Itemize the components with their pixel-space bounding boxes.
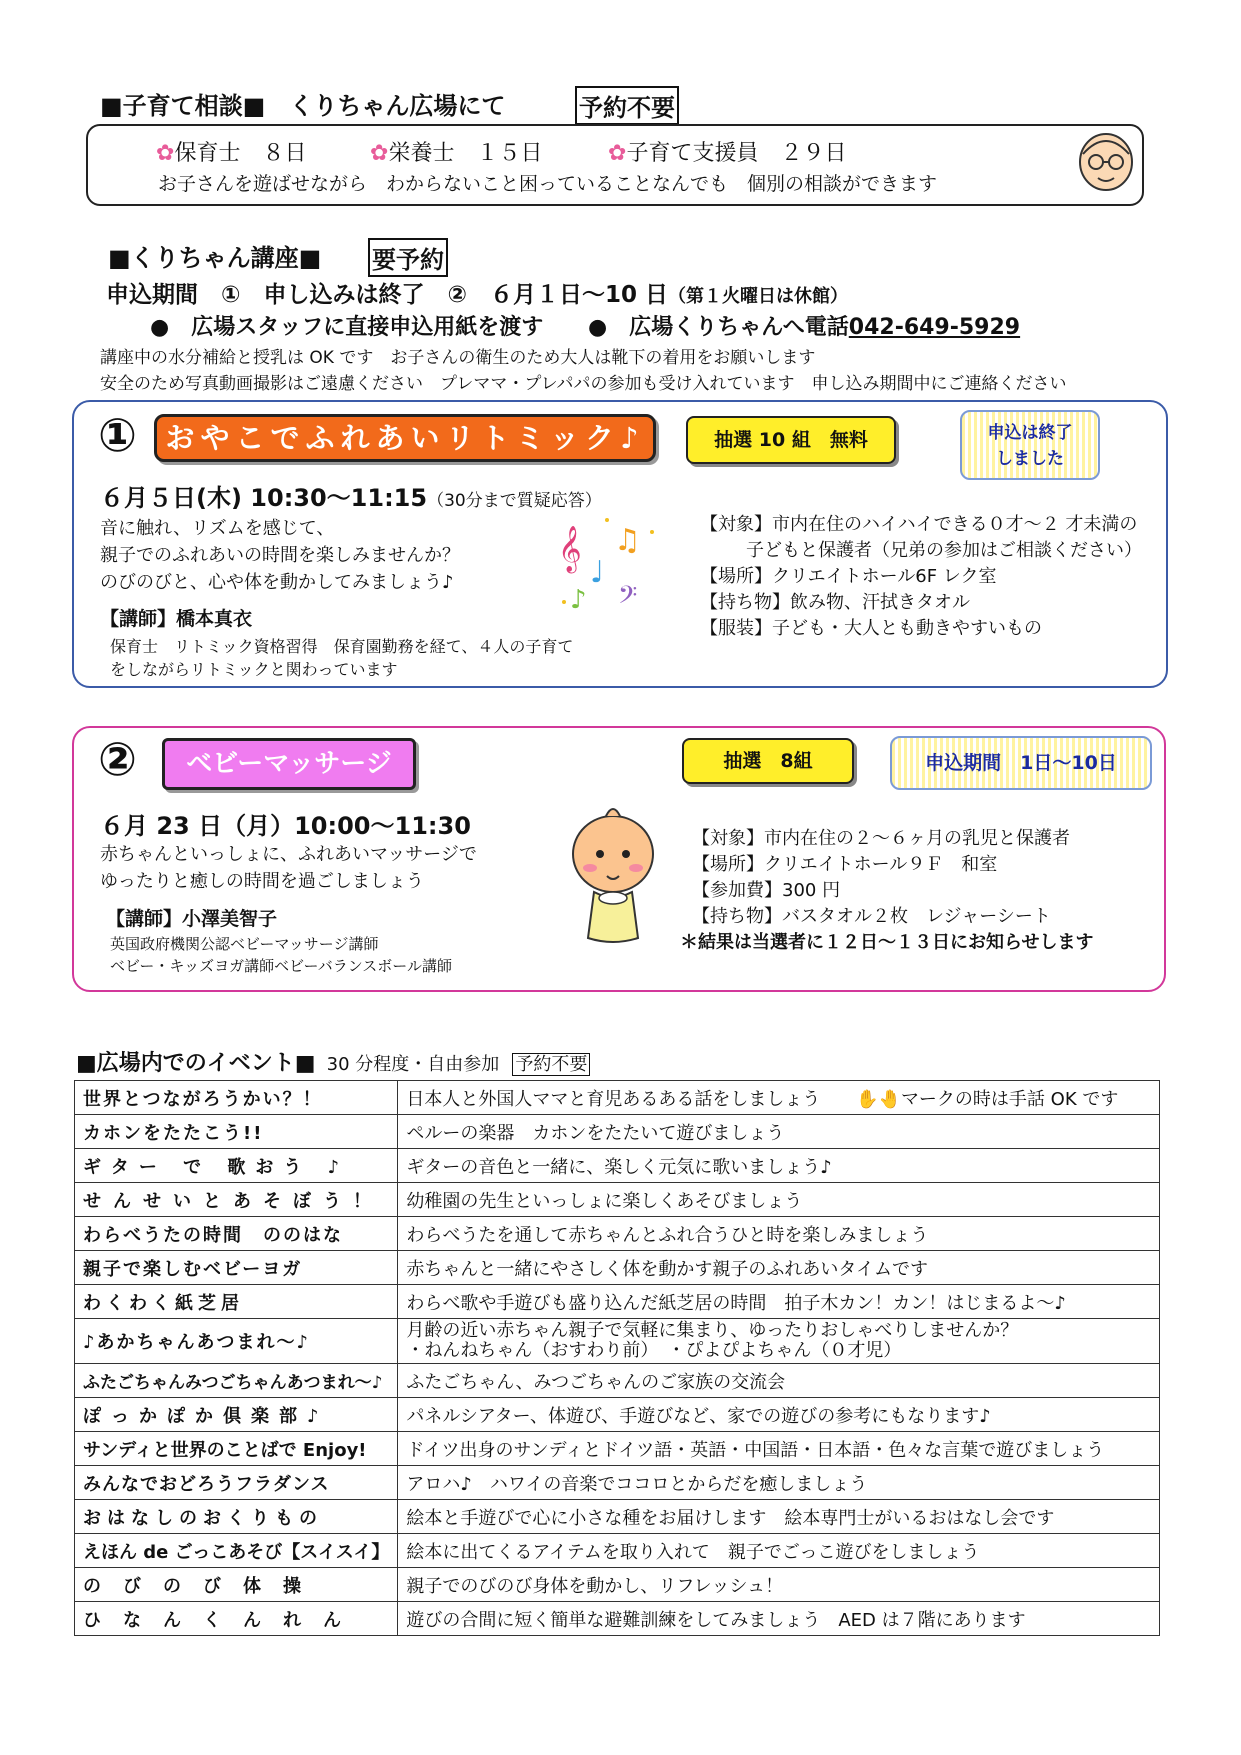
course-1-panel <box>72 400 1168 688</box>
event-name: サンディと世界のことばで Enjoy! <box>75 1432 398 1466</box>
course-2-fee: 【参加費】300 円 <box>692 880 841 901</box>
course-2-period-badge: 申込期間 1日～10日 <box>890 736 1152 790</box>
table-row <box>75 1466 1160 1500</box>
course-2-instructor: 【講師】小澤美智子 <box>106 908 278 930</box>
course-1-clothes: 【服装】子ども・大人とも動きやすいもの <box>700 618 1042 639</box>
course-2-bring: 【持ち物】バスタオル２枚 レジャーシート <box>692 906 1051 927</box>
event-name: わらべうたの時間 ののはな <box>75 1217 398 1251</box>
consult-box <box>86 124 1144 206</box>
event-desc: ギターの音色と一緒に、楽しく元気に歌いましょう♪ <box>398 1149 1160 1183</box>
consult-item-support: ✿子育て支援員 ２９日 <box>608 141 847 166</box>
table-row <box>75 1319 1160 1364</box>
event-desc: 遊びの合間に短く簡単な避難訓練をしてみましょう AED は７階にあります <box>398 1602 1160 1636</box>
table-row <box>75 1149 1160 1183</box>
course-2-target: 【対象】市内在住の２～６ヶ月の乳児と保護者 <box>692 828 1070 849</box>
event-desc: 幼稚園の先生といっしょに楽しくあそびましょう <box>398 1183 1160 1217</box>
course-2-title: ベビーマッサージ <box>162 738 416 790</box>
consult-heading-text: ■子育て相談■ くりちゃん広場にて <box>100 92 506 120</box>
event-desc: 月齢の近い赤ちゃん親子で気軽に集まり、ゆったりおしゃべりしませんか？ ・ねんねちゃん（おすわり前） ・ぴよぴよちゃん（０才児） <box>398 1319 1160 1364</box>
course-2-desc-2: ゆったりと癒しの時間を過ごしましょう <box>100 871 424 892</box>
phone-number[interactable]: 042-649-5929 <box>848 315 1021 340</box>
counselor-face-icon <box>1073 128 1139 200</box>
course-2-bio-1: 英国政府機関公認ベビーマッサージ講師 <box>110 935 379 953</box>
table-row <box>75 1398 1160 1432</box>
event-desc: 絵本と手遊びで心に小さな種をお届けします 絵本専門士がいるおはなし会です <box>398 1500 1160 1534</box>
course-1-date: ６月５日(木) 10:30～11:15（30分まで質疑応答） <box>100 484 602 512</box>
event-desc: 赤ちゃんと一緒にやさしく体を動かす親子のふれあいタイムです <box>398 1251 1160 1285</box>
flower-icon: ✿ <box>156 141 175 166</box>
course-method-2: ● 広場くりちゃんへ電話042-649-5929 <box>588 315 1021 340</box>
course-1-title: おやこでふれあいリトミック♪ <box>154 414 656 462</box>
event-name: ♪あかちゃんあつまれ～♪ <box>75 1319 398 1364</box>
course-2-number: ② <box>98 732 137 786</box>
course-2-lottery-badge: 抽選 8組 <box>682 738 854 784</box>
event-name: せんせいとあそぼう！ <box>75 1183 398 1217</box>
course-2-panel <box>72 726 1166 992</box>
event-desc: ペルーの楽器 カホンをたたいて遊びましょう <box>398 1115 1160 1149</box>
events-heading: ■広場内でのイベント■ 30 分程度・自由参加 予約不要 <box>76 1046 590 1077</box>
course-1-target-1: 【対象】市内在住のハイハイできる０才～２ 才未満の <box>700 514 1138 535</box>
event-name: ひなんくんれん <box>75 1602 398 1636</box>
course-1-desc-3: のびのびと、心や体を動かしてみましょう♪ <box>100 572 454 593</box>
event-name: えほん de ごっこあそび【スイスイ】 <box>75 1534 398 1568</box>
table-row <box>75 1602 1160 1636</box>
event-name: おはなしのおくりもの <box>75 1500 398 1534</box>
music-notes-icon <box>552 512 662 612</box>
course-2-place: 【場所】クリエイトホール９Ｆ 和室 <box>692 854 998 875</box>
svg-text:♩: ♩ <box>590 555 605 590</box>
course-period: 申込期間 ① 申し込みは終了 ② ６月１日～10 日（第１火曜日は休館） <box>106 282 848 308</box>
table-row <box>75 1251 1160 1285</box>
course-1-desc-2: 親子でのふれあいの時間を楽しみませんか？ <box>100 545 460 566</box>
course-heading: ■くりちゃん講座■ <box>108 244 322 272</box>
course-1-bio-2: をしながらリトミックと関わっています <box>110 660 398 679</box>
event-name: ふたごちゃんみつごちゃんあつまれ～♪ <box>75 1364 398 1398</box>
course-1-instructor: 【講師】橋本真衣 <box>100 608 253 630</box>
table-row <box>75 1432 1160 1466</box>
table-row <box>75 1081 1160 1115</box>
flower-icon: ✿ <box>370 141 389 166</box>
event-desc: わらべ歌や手遊びも盛り込んだ紙芝居の時間 拍子木カン！カン！はじまるよ～♪ <box>398 1285 1160 1319</box>
event-name: のびのび体操 <box>75 1568 398 1602</box>
svg-text:♪: ♪ <box>570 585 587 612</box>
course-note-1: 講座中の水分補給と授乳は OK です お子さんの衛生のため大人は靴下の着用をお願いします <box>100 348 816 368</box>
course-1-desc-1: 音に触れ、リズムを感じて、 <box>100 518 335 539</box>
table-row <box>75 1115 1160 1149</box>
svg-text:𝄞: 𝄞 <box>558 526 582 572</box>
consult-heading <box>100 86 505 121</box>
course-1-place: 【場所】クリエイトホール6F レク室 <box>700 566 997 587</box>
course-note-2: 安全のため写真動画撮影はご遠慮ください プレママ・プレパパの参加も受け入れています 申し込み期間中にご連絡ください <box>100 374 1067 394</box>
consult-item-nursery: ✿保育士 ８日 <box>156 141 307 166</box>
course-1-target-2: 子どもと保護者（兄弟の参加はご相談ください） <box>746 540 1142 561</box>
table-row <box>75 1568 1160 1602</box>
event-name: 世界とつながろうかい？！ <box>75 1081 398 1115</box>
event-desc: 絵本に出てくるアイテムを取り入れて 親子でごっこ遊びをしましょう <box>398 1534 1160 1568</box>
event-name: ぽっかぽか倶楽部♪ <box>75 1398 398 1432</box>
course-2-bio-2: ベビー・キッズヨガ講師ベビーバランスボール講師 <box>110 957 453 975</box>
event-name: カホンをたたこう!! <box>75 1115 398 1149</box>
table-row <box>75 1364 1160 1398</box>
course-reservation-badge: 要予約 <box>368 238 448 277</box>
event-desc: ドイツ出身のサンディとドイツ語・英語・中国語・日本語・色々な言葉で遊びましょう <box>398 1432 1160 1466</box>
events-no-reservation-badge: 予約不要 <box>512 1053 590 1076</box>
events-table <box>74 1080 1160 1636</box>
course-1-bring: 【持ち物】飲み物、汗拭きタオル <box>700 592 970 613</box>
event-name: 親子で楽しむベビーヨガ <box>75 1251 398 1285</box>
course-1-closed-badge: 申込は終了 しました <box>960 410 1100 480</box>
event-desc: パネルシアター、体遊び、手遊びなど、家での遊びの参考にもなります♪ <box>398 1398 1160 1432</box>
flower-icon: ✿ <box>608 141 627 166</box>
event-name: みんなでおどろうフラダンス <box>75 1466 398 1500</box>
table-row <box>75 1217 1160 1251</box>
table-row <box>75 1285 1160 1319</box>
event-name: ギター で 歌おう ♪ <box>75 1149 398 1183</box>
table-row <box>75 1500 1160 1534</box>
course-1-number: ① <box>98 408 137 462</box>
table-row <box>75 1534 1160 1568</box>
table-row <box>75 1183 1160 1217</box>
consult-no-reservation-badge: 予約不要 <box>575 86 679 125</box>
event-name: わくわく紙芝居 <box>75 1285 398 1319</box>
event-desc: 日本人と外国人ママと育児あるある話をしましょう ✋🤚マークの時は手話 OK です <box>398 1081 1160 1115</box>
event-desc: アロハ♪ ハワイの音楽でココロとからだを癒しましょう <box>398 1466 1160 1500</box>
course-2-date: ６月 23 日（月）10:00～11:30 <box>100 812 471 840</box>
course-1-lottery-badge: 抽選 10 組 無料 <box>686 416 896 464</box>
course-2-desc-1: 赤ちゃんといっしょに、ふれあいマッサージで <box>100 844 477 865</box>
course-1-bio-1: 保育士 リトミック資格習得 保育園勤務を経て、４人の子育て <box>110 637 574 656</box>
svg-text:♫: ♫ <box>614 523 641 558</box>
event-desc: ふたごちゃん、みつごちゃんのご家族の交流会 <box>398 1364 1160 1398</box>
event-desc: 親子でのびのび身体を動かし、リフレッシュ！ <box>398 1568 1160 1602</box>
baby-illustration-icon <box>558 798 668 948</box>
sign-language-icon: ✋🤚 <box>856 1088 901 1110</box>
consult-desc: お子さんを遊ばせながら わからないこと困っていることなんでも 個別の相談ができます <box>158 173 938 195</box>
event-desc: わらべうたを通して赤ちゃんとふれ合うひと時を楽しみましょう <box>398 1217 1160 1251</box>
svg-text:𝄢: 𝄢 <box>618 581 638 612</box>
course-method-1: ● 広場スタッフに直接申込用紙を渡す <box>150 315 544 340</box>
consult-item-nutrition: ✿栄養士 １５日 <box>370 141 543 166</box>
course-2-result: ＊結果は当選者に１２日～１３日にお知らせします <box>680 932 1094 953</box>
